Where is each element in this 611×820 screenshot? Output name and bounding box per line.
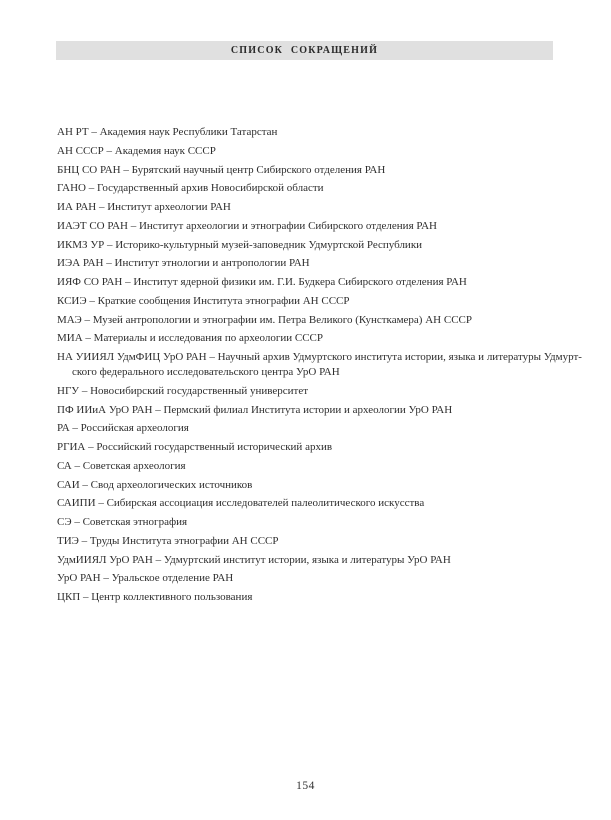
entry-line: ИЯФ СО РАН – Институт ядерной физики им. Г.И. Будкера Сибирского отделения РАН: [57, 276, 467, 288]
abbreviation-entry: [57, 403, 555, 418]
entry-line: ИКМЗ УР – Историко-культурный музей-заповедник Удмуртской Республики: [57, 238, 423, 251]
abbreviation-entry: [57, 238, 555, 253]
section-header-bar: [56, 41, 553, 60]
entry-line: ИЭА РАН – Институт этнологии и антропологии РАН: [57, 257, 310, 270]
entry-line: УдмИИЯЛ УрО РАН – Удмуртский институт истории, языка и литературы УрО РАН: [57, 553, 451, 566]
abbreviation-entry: [57, 421, 555, 436]
abbreviation-entry: [57, 256, 555, 271]
entry-line: РГИА – Российский государственный исторический архив: [57, 441, 333, 453]
entry-line: АН СССР – Академия наук СССР: [57, 144, 216, 157]
entry-line: ИА РАН – Институт археологии РАН: [57, 201, 231, 213]
abbreviation-entry: [57, 571, 555, 586]
entry-line: ГАНО – Государственный архив Новосибирской области: [57, 182, 324, 195]
abbreviation-entry: [57, 496, 555, 511]
entry-line: АН РТ – Академия наук Республики Татарстан: [57, 126, 278, 138]
section-title: СПИСОК СОКРАЩЕНИЙ: [230, 45, 379, 56]
abbreviation-entry: [57, 459, 555, 474]
entry-line: УрО РАН – Уральское отделение РАН: [57, 572, 234, 585]
entry-line-continuation: ского федерального исследовательского центра УрО РАН: [72, 366, 340, 378]
entry-line: ПФ ИИиА УрО РАН – Пермский филиал Института истории и археологии УрО РАН: [57, 403, 453, 416]
entry-line: СЭ – Советская этнография: [57, 516, 188, 528]
abbreviation-entry: [57, 478, 555, 493]
entry-line: ТИЭ – Труды Института этнографии АН СССР: [57, 534, 279, 547]
entry-line: МАЭ – Музей антропологии и этнографии им. Петра Великого (Кунсткамера) АН СССР: [57, 313, 472, 326]
abbreviation-entry: [57, 181, 555, 196]
entry-line: НА УИИЯЛ УдмФИЦ УрО РАН – Научный архив Удмуртского института истории, языка и литературы Удмурт-: [57, 351, 582, 363]
abbreviation-entry: [57, 534, 555, 549]
abbreviation-entry: [57, 125, 555, 140]
abbreviation-entry: [57, 275, 555, 290]
abbreviation-entry: [57, 294, 555, 309]
abbreviation-entry: [57, 200, 555, 215]
page-number: 154: [296, 780, 315, 792]
entry-line: ЦКП – Центр коллективного пользования: [57, 591, 253, 603]
abbreviation-list: [57, 125, 582, 609]
abbreviation-entry: [57, 590, 555, 605]
page-footer: [0, 776, 611, 794]
abbreviation-entry: [57, 384, 555, 399]
entry-line: МИА – Материалы и исследования по археологии СССР: [57, 332, 323, 345]
abbreviation-entry: [57, 219, 555, 234]
abbreviation-entry: [57, 350, 582, 380]
entry-line: СА – Советская археология: [57, 459, 186, 472]
entry-line: САИ – Свод археологических источников: [57, 478, 253, 491]
abbreviation-entry: [57, 515, 555, 530]
entry-line: РА – Российская археология: [57, 422, 189, 435]
abbreviation-entry: [57, 553, 555, 568]
entry-line: НГУ – Новосибирский государственный университет: [57, 384, 309, 397]
entry-line: КСИЭ – Краткие сообщения Института этнографии АН СССР: [57, 294, 350, 307]
abbreviation-entry: [57, 313, 555, 328]
entry-line: САИПИ – Сибирская ассоциация исследователей палеолитического искусства: [57, 497, 425, 510]
abbreviation-entry: [57, 331, 555, 346]
abbreviation-entry: [57, 163, 555, 178]
entry-line: ИАЭТ СО РАН – Институт археологии и этнографии Сибирского отделения РАН: [57, 219, 437, 232]
entry-line: БНЦ СО РАН – Бурятский научный центр Сибирского отделения РАН: [57, 163, 386, 176]
abbreviation-entry: [57, 440, 555, 455]
abbreviation-entry: [57, 144, 555, 159]
